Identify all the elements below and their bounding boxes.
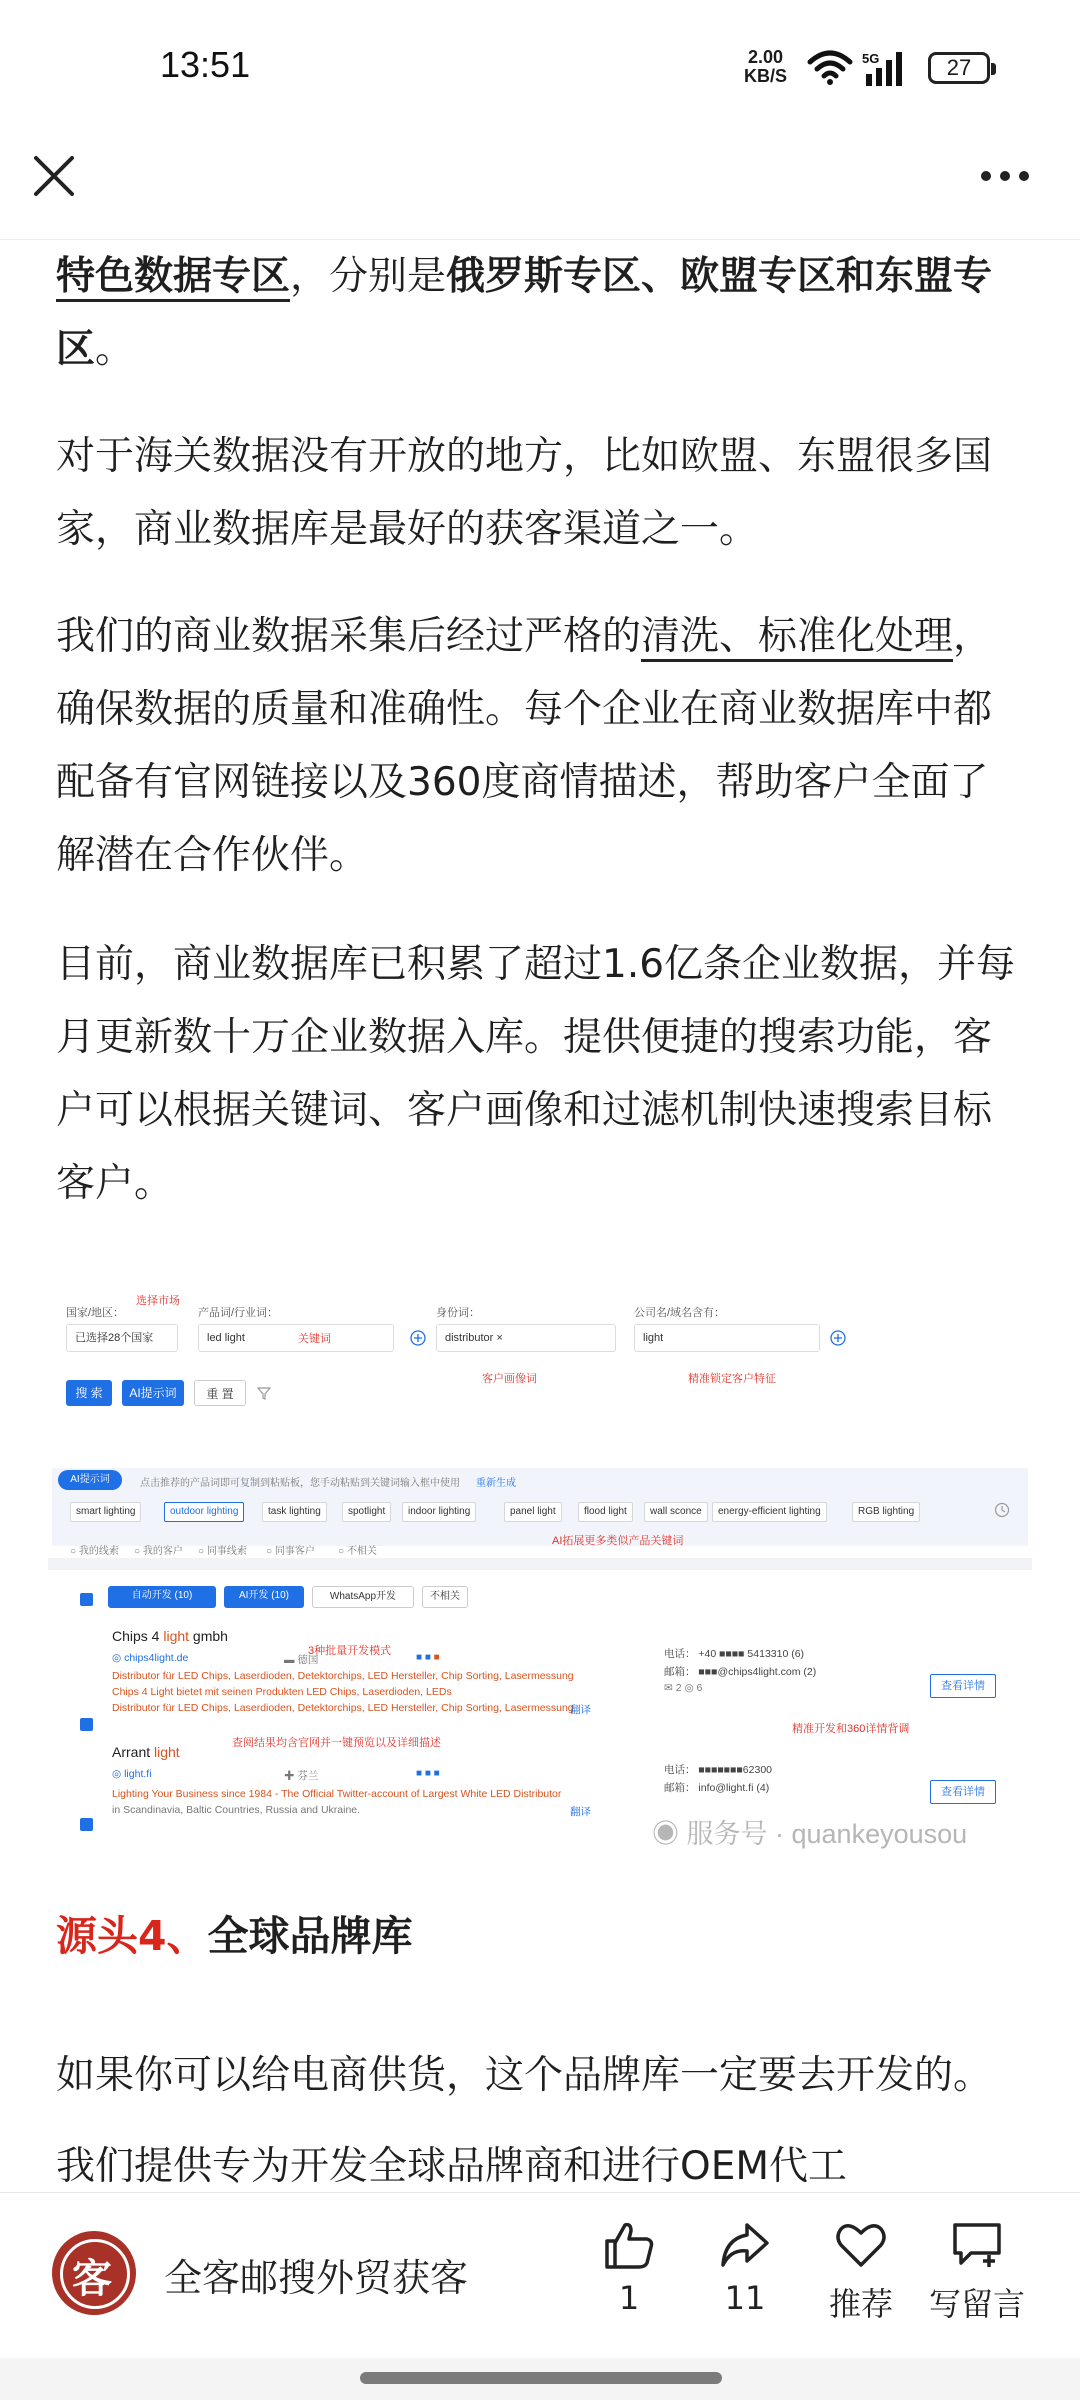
radio-icon: ○ (266, 1546, 275, 1557)
embedded-screenshot (52, 1290, 1028, 1870)
filters-annotation: AI拓展更多类似产品关键词 (552, 1535, 684, 1547)
lead-filter-option[interactable]: ○ 同事客户 (266, 1546, 315, 1557)
social-icons-1[interactable]: ■ ■ ■ (416, 1652, 440, 1663)
company-annotation: 精准锁定客户特征 (688, 1373, 776, 1385)
description-2b: in Scandinavia, Baltic Countries, Russia and Ukraine. (112, 1804, 361, 1816)
link-special-zones[interactable]: 特色数据专区 (56, 254, 290, 302)
add-icon[interactable] (410, 1330, 426, 1346)
country-2: ✚ 芬兰 (284, 1770, 319, 1782)
signal-label: 5G (862, 51, 880, 66)
paragraph-regions: 特色数据专区，分别是俄罗斯专区、欧盟专区和东盟专区。 (56, 254, 993, 372)
clock-icon[interactable] (994, 1502, 1010, 1518)
social-icons-2[interactable]: ■ ■ ■ (416, 1768, 440, 1779)
country-label: 国家/地区： (66, 1307, 125, 1319)
lead-filter-option[interactable]: ○ 不相关 (338, 1546, 377, 1557)
bottom-toolbar (0, 2192, 1080, 2358)
comment-button[interactable] (922, 2219, 1032, 2325)
dev-mode-tab[interactable]: 自动开发 (10) (108, 1586, 216, 1608)
dev-mode-tab[interactable]: AI开发 (10) (224, 1586, 304, 1608)
translate-link-1[interactable]: 翻译 (570, 1704, 591, 1716)
keyword-chip[interactable]: task lighting (262, 1502, 327, 1522)
account-avatar[interactable] (52, 2231, 136, 2315)
results-annotation: 查阅结果均含官网并一键预览以及详细描述 (232, 1737, 441, 1749)
status-time: 13:51 (160, 44, 251, 85)
contact-counts-1: ✉ 2 ◎ 6 (664, 1682, 703, 1694)
net-speed (744, 48, 787, 86)
identity-input[interactable]: distributor × (436, 1324, 616, 1352)
section-heading: 源头4、全球品牌库 (56, 1912, 413, 1960)
comment-label: 写留言 (928, 2285, 1025, 2323)
ai-hint: 点击推荐的产品词即可复制到粘贴板，您手动粘贴到关键词输入框中使用 (140, 1478, 460, 1489)
like-button[interactable] (574, 2219, 684, 2317)
keyword-chip[interactable]: panel light (504, 1502, 562, 1522)
company-name-1[interactable]: Chips 4 light gmbh (112, 1628, 228, 1644)
description-1b: Chips 4 Light bietet mit seinen Produkten LED Chips, Laserdioden, LEDs (112, 1686, 452, 1698)
email-1: 邮箱： ■■■@chips4light.com (2) (664, 1666, 817, 1678)
view-detail-button-1[interactable]: 查看详情 (930, 1674, 996, 1698)
tabs-annotation: 3种批量开发模式 (308, 1645, 392, 1657)
row-checkbox[interactable] (80, 1818, 93, 1831)
link-cleaning[interactable]: 清洗、标准化处理 (641, 614, 953, 662)
radio-icon: ○ (198, 1546, 207, 1557)
paragraph-database-size: 目前，商业数据库已积累了超过1.6亿条企业数据，并每月更新数十万企业数据入库。提供便捷的搜索功能，客户可以根据关键词、客户画像和过滤机制快速搜索目标客户。 (56, 942, 1016, 1206)
share-icon (717, 2219, 773, 2271)
article-content (0, 240, 1080, 2192)
lead-filter-option[interactable]: ○ 同事线索 (198, 1546, 247, 1557)
battery-icon (928, 52, 990, 84)
keyword-chip[interactable]: RGB lighting (852, 1502, 920, 1522)
add-icon[interactable] (830, 1330, 846, 1346)
keyword-chip[interactable]: energy-efficient lighting (712, 1502, 827, 1522)
company-input[interactable]: light (634, 1324, 820, 1352)
dev-mode-tab[interactable]: WhatsApp开发 (312, 1586, 414, 1608)
watermark: ◉ 服务号 · quankeyousou (652, 1819, 968, 1849)
description-2a: Lighting Your Business since 1984 - The Official Twitter-account of Largest White LED Distributor (112, 1788, 562, 1800)
reset-button[interactable]: 重 置 (194, 1380, 246, 1406)
website-link-1[interactable]: ◎ chips4light.de (112, 1652, 189, 1664)
cellular-signal-icon (862, 50, 912, 86)
keyword-chip[interactable]: outdoor lighting (164, 1502, 244, 1522)
recommend-button[interactable] (806, 2219, 916, 2325)
radio-icon: ○ (70, 1546, 79, 1557)
website-link-2[interactable]: ◎ light.fi (112, 1768, 152, 1780)
email-2: 邮箱： info@light.fi (4) (664, 1782, 770, 1794)
country-1: ▬ 德国 (284, 1654, 319, 1666)
view-detail-button-2[interactable]: 查看详情 (930, 1780, 996, 1804)
detail-annotation: 精准开发和360详情背调 (792, 1723, 910, 1735)
identity-label: 身份词： (436, 1307, 480, 1319)
lead-filter-option[interactable]: ○ 我的线索 (70, 1546, 119, 1557)
radio-icon: ○ (134, 1546, 143, 1557)
phone-2: 电话： ■■■■■■■62300 (664, 1764, 773, 1776)
like-count: 1 (618, 2279, 640, 2317)
company-label: 公司名/域名含有： (634, 1307, 726, 1319)
keyword-chip[interactable]: flood light (578, 1502, 633, 1522)
net-speed-value: 2.00 (747, 47, 784, 67)
recommend-label: 推荐 (828, 2285, 893, 2323)
paragraph-data-cleaning: 我们的商业数据采集后经过严格的清洗、标准化处理，确保数据的质量和准确性。每个企业在商业数据库中都配备有官网链接以及360度商情描述，帮助客户全面了解潜在合作伙伴。 (56, 614, 993, 878)
status-bar (0, 0, 1080, 140)
thumbs-up-icon (601, 2219, 657, 2271)
wifi-icon (806, 48, 854, 86)
translate-link-2[interactable]: 翻译 (570, 1806, 591, 1818)
close-icon[interactable] (28, 150, 80, 202)
account-name[interactable]: 全客邮搜外贸获客 (164, 2256, 469, 2300)
dev-mode-tab[interactable]: 不相关 (422, 1586, 468, 1608)
product-label: 产品词/行业词： (198, 1307, 279, 1319)
description-1a: Distributor für LED Chips, Laserdioden, Detektorchips, LED Hersteller, Chip Sorting, Lasermessung (112, 1670, 574, 1682)
identity-annotation: 客户画像词 (482, 1373, 537, 1385)
share-button[interactable] (690, 2219, 800, 2317)
ai-regenerate-link[interactable]: 重新生成 (476, 1478, 516, 1489)
keyword-chip[interactable]: wall sconce (644, 1502, 708, 1522)
more-icon[interactable] (978, 164, 1032, 188)
ai-prompt-button[interactable]: AI提示词 (122, 1380, 184, 1406)
company-name-2[interactable]: Arrant light (112, 1744, 180, 1760)
paragraph-customs: 对于海关数据没有开放的地方，比如欧盟、东盟很多国家，商业数据库是最好的获客渠道之一。 (56, 434, 993, 552)
country-annotation: 选择市场 (136, 1295, 180, 1307)
keyword-chip[interactable]: smart lighting (70, 1502, 141, 1522)
top-nav-bar (0, 140, 1080, 240)
row-checkbox[interactable] (80, 1718, 93, 1731)
search-button[interactable]: 搜 索 (66, 1380, 112, 1406)
home-indicator[interactable] (360, 2372, 722, 2384)
share-count: 11 (724, 2279, 766, 2317)
country-select[interactable]: 已选择28个国家 (66, 1324, 178, 1352)
select-all-checkbox[interactable] (80, 1593, 93, 1606)
filter-icon[interactable] (256, 1385, 272, 1401)
description-1c: Distributor für LED Chips, Laserdioden, Detektorchips, LED Hersteller, Chip Sorting, Lasermessung (112, 1702, 574, 1714)
keyword-chip[interactable]: indoor lighting (402, 1502, 476, 1522)
product-annotation: 关键词 (298, 1333, 331, 1345)
paragraph-brand-library: 如果你可以给电商供货，这个品牌库一定要去开发的。我们提供专为开发全球品牌商和进行OEM代工 (56, 2053, 993, 2189)
phone-1: 电话： +40 ■■■■ 5413310 (6) (664, 1648, 805, 1660)
keyword-chip[interactable]: spotlight (342, 1502, 391, 1522)
radio-icon: ○ (338, 1546, 347, 1557)
net-speed-unit: KB/S (744, 66, 788, 86)
battery-level: 27 (946, 55, 972, 80)
heart-icon (833, 2219, 889, 2271)
product-input[interactable]: led light (198, 1324, 394, 1352)
lead-filter-option[interactable]: ○ 我的客户 (134, 1546, 183, 1557)
section-divider (48, 1558, 1032, 1570)
ai-tag: AI提示词 (58, 1470, 122, 1490)
comment-icon (949, 2219, 1005, 2271)
